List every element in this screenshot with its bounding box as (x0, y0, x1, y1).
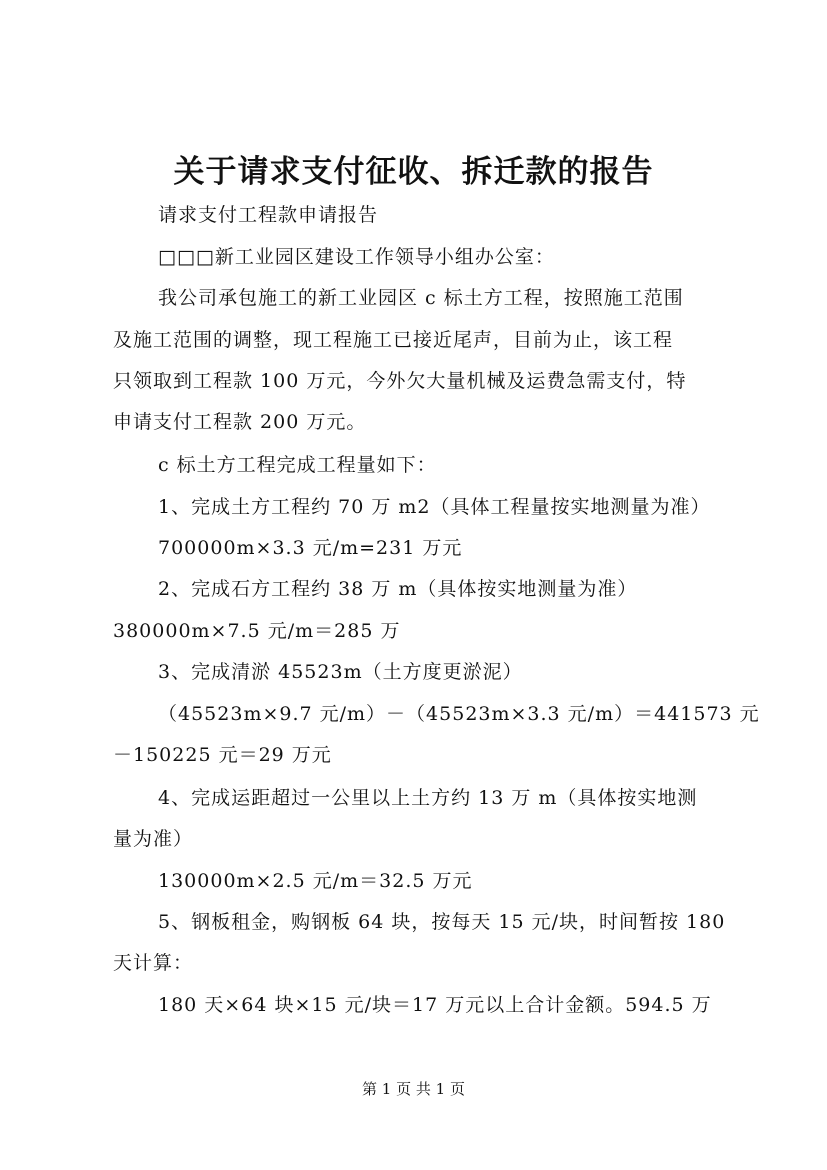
page-number-footer: 第 1 页 共 1 页 (362, 1080, 465, 1098)
body-line: 3、完成清淤 45523m（土方度更淤泥） (158, 661, 523, 683)
body-line: 申请支付工程款 200 万元。 (113, 411, 367, 433)
body-line: 130000m×2.5 元/m＝32.5 万元 (158, 870, 473, 892)
body-line: 1、完成土方工程约 70 万 m2（具体工程量按实地测量为准） (158, 496, 711, 518)
body-line: 2、完成石方工程约 38 万 m（具体按实地测量为准） (158, 578, 638, 600)
body-line: 天计算： (113, 952, 194, 974)
body-line: c 标土方工程完成工程量如下： (158, 454, 437, 476)
body-line: 4、完成运距超过一公里以上土方约 13 万 m（具体按实地测 (158, 787, 698, 809)
body-line: （45523m×9.7 元/m）－（45523m×3.3 元/m）＝441573 元 (158, 703, 760, 725)
body-line: 180 天×64 块×15 元/块＝17 万元以上合计金额。594.5 万 (158, 994, 712, 1016)
body-line: 700000m×3.3 元/m=231 万元 (158, 537, 463, 559)
addressee-line: □□□新工业园区建设工作领导小组办公室： (158, 246, 555, 268)
body-line: 及施工范围的调整，现工程施工已接近尾声，目前为止，该工程 (113, 329, 674, 351)
body-line: 量为准） (113, 828, 194, 850)
body-line: 我公司承包施工的新工业园区 c 标土方工程，按照施工范围 (158, 287, 684, 309)
document-title: 关于请求支付征收、拆迁款的报告 (173, 154, 654, 190)
body-line: 380000m×7.5 元/m＝285 万 (113, 620, 401, 642)
body-line: 5、钢板租金，购钢板 64 块，按每天 15 元/块，时间暂按 180 (158, 911, 726, 933)
body-line: 只领取到工程款 100 万元，今外欠大量机械及运费急需支付，特 (113, 370, 687, 392)
body-line: －150225 元＝29 万元 (113, 744, 332, 766)
subtitle-line: 请求支付工程款申请报告 (158, 204, 379, 226)
